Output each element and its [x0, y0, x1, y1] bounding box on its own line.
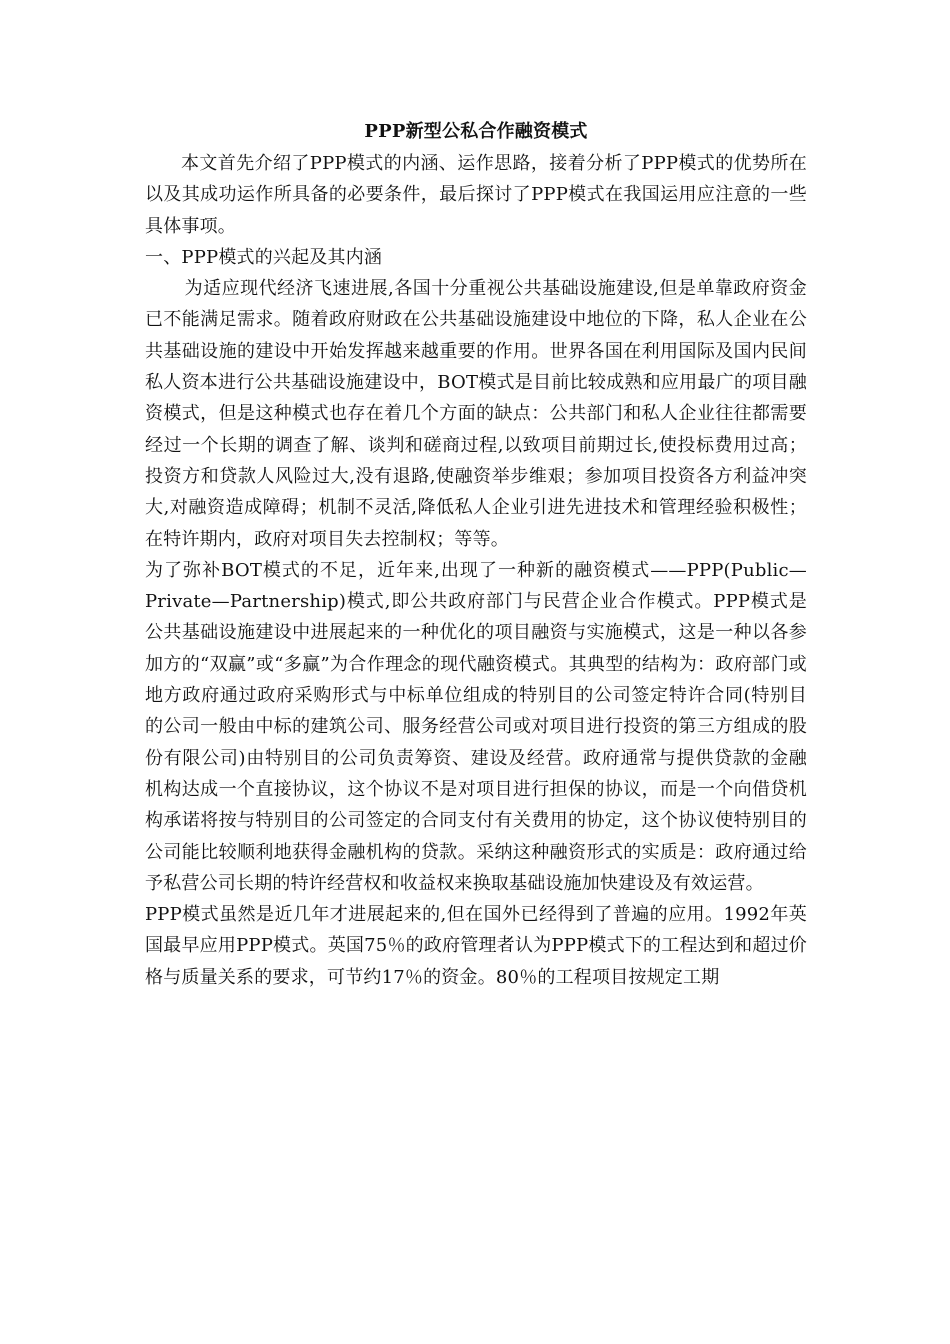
body-paragraph-1: 为适应现代经济飞速进展,各国十分重视公共基础设施建设,但是单靠政府资金已不能满足需求。随着政府财政在公共基础设施建设中地位的下降，私人企业在公共基础设施的建设中开始发挥越来越重要的作用。世界各国在利用国际及国内民间私人资本进行公共基础设施建设中，BOT模式是目前比较成熟和应用最广的项目融资模式，但是这种模式也存在着几个方面的缺点：公共部门和私人企业往往都需要经过一个长期的调查了解、谈判和磋商过程,以致项目前期过长,使投标费用过高；投资方和贷款人风险过大,没有退路,使融资举步维艰；参加项目投资各方利益冲突大,对融资造成障碍；机制不灵活,降低私人企业引进先进技术和管理经验积极性；在特许期内，政府对项目失去控制权；等等。: [145, 278, 807, 550]
body-paragraph-3: PPP模式虽然是近几年才进展起来的,但在国外已经得到了普遍的应用。1992年英国最早应用PPP模式。英国75％的政府管理者认为PPP模式下的工程达到和超过价格与质量关系的要求，可节约17％的资金。80％的工程项目按规定工期: [145, 904, 807, 988]
body-paragraph-2: 为了弥补BOT模式的不足，近年来,出现了一种新的融资模式——PPP(Public—Private—Partnership)模式,即公共政府部门与民营企业合作模式。PPP模式是公共基础设施建设中进展起来的一种优化的项目融资与实施模式，这是一种以各参加方的“双赢”或“多赢”为合作理念的现代融资模式。其典型的结构为：政府部门或地方政府通过政府采购形式与中标单位组成的特别目的公司签定特许合同(特别目的公司一般由中标的建筑公司、服务经营公司或对项目进行投资的第三方组成的股份有限公司)由特别目的公司负责筹资、建设及经营。政府通常与提供贷款的金融机构达成一个直接协议，这个协议不是对项目进行担保的协议，而是一个向借贷机构承诺将按与特别目的公司签定的合同支付有关费用的协定，这个协议使特别目的公司能比较顺利地获得金融机构的贷款。采纳这种融资形式的实质是：政府通过给予私营公司长期的特许经营权和收益权来换取基础设施加快建设及有效运营。: [145, 559, 807, 894]
abstract-paragraph: 本文首先介绍了PPP模式的内涵、运作思路，接着分析了PPP模式的优势所在以及其成功运作所具备的必要条件，最后探讨了PPP模式在我国运用应注意的一些具体事项。: [145, 153, 807, 237]
document-title: PPP新型公私合作融资模式: [364, 121, 588, 142]
section-heading: 一、PPP模式的兴起及其内涵: [145, 246, 383, 268]
document-page: [145, 118, 807, 993]
